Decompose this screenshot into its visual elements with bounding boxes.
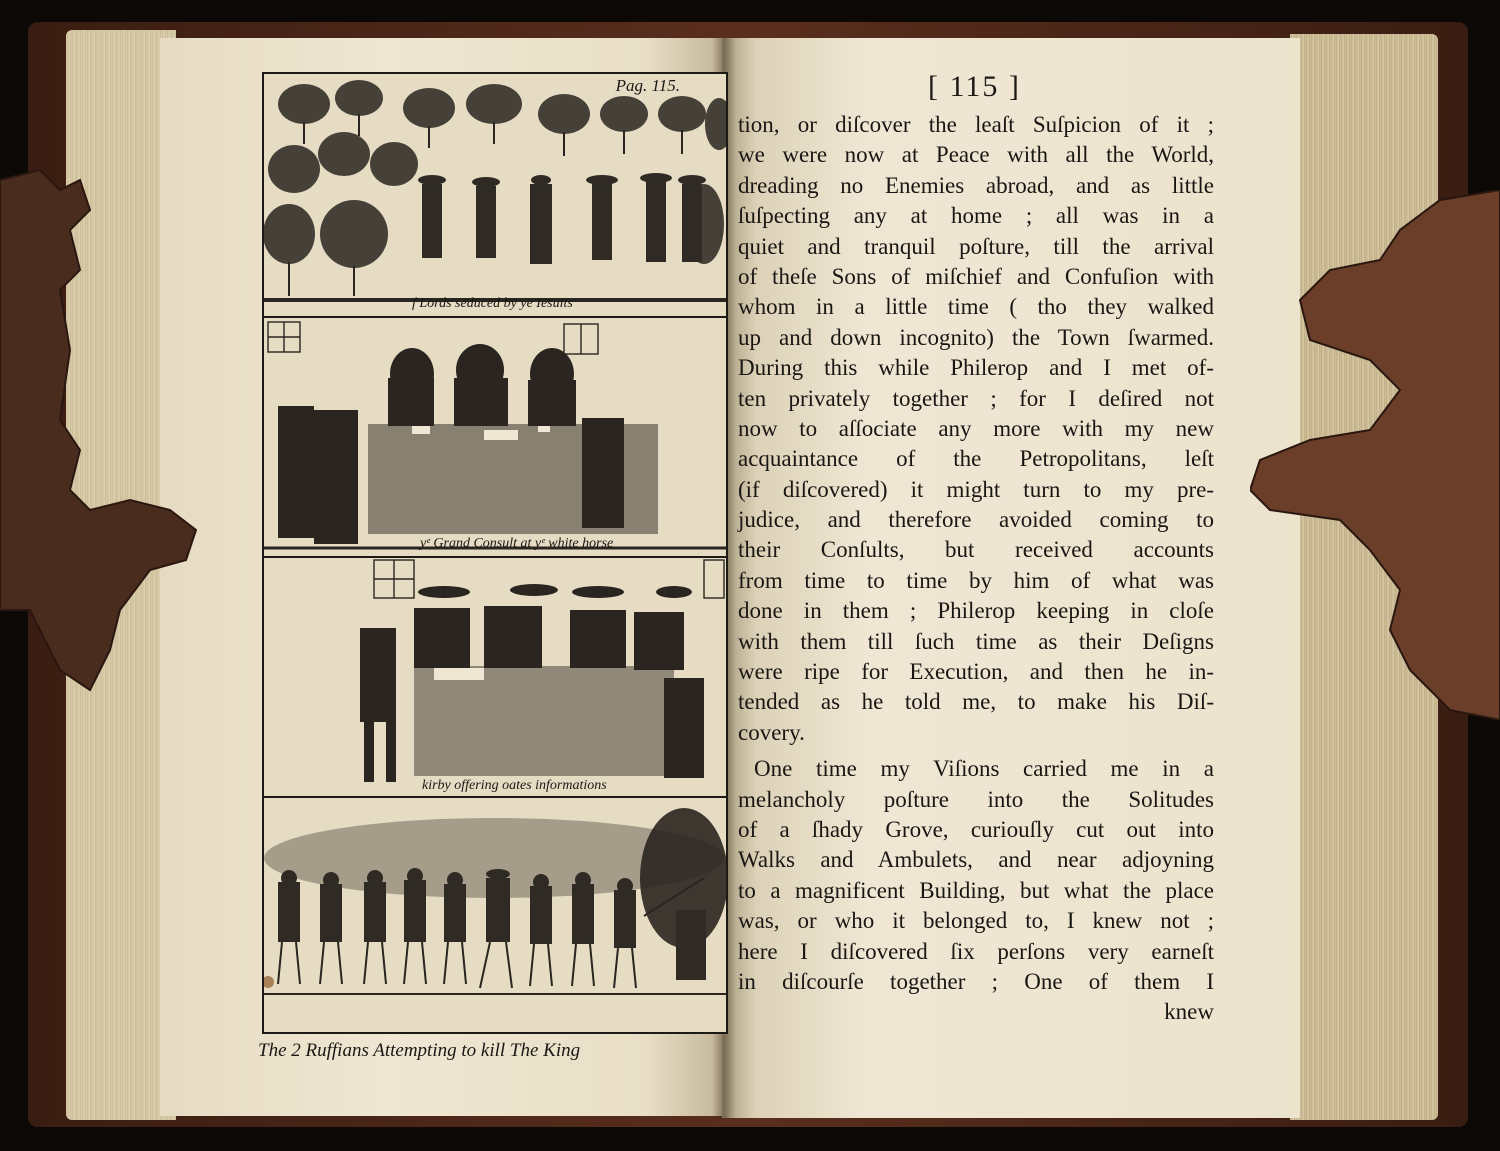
left-page-holder-clasp [0,170,200,700]
plate-bottom-caption: The 2 Ruffians Attempting to kill The King [258,1040,581,1061]
text-line: quiet and tranquil poſture, till the arrival [738,233,1214,259]
engraving-plate [262,72,728,1034]
text-line: One time my Viſions carried me in a [754,756,1214,782]
text-line: was, or who it belonged to, I knew not ; [738,908,1214,934]
text-line: we were now at Peace with all the World, [738,142,1214,168]
caption-grand-consult: yᵉ Grand Consult at yᵉ white horse [420,536,614,551]
text-line: with them till ſuch time as their Deſigns [738,628,1214,654]
text-line: in diſcourſe together ; One of them I [738,968,1214,994]
text-line: their Conſults, but received accounts [738,537,1214,563]
right-page-holder-clasp [1250,190,1500,720]
caption-lords-seduced: ſ Lords seduced by ye Iesuits [412,296,573,311]
procession-engraving [264,798,726,1034]
text-line: covery. [738,719,805,745]
text-line: from time to time by him of what was [738,567,1214,593]
text-line: now to aſſociate any more with my new [738,415,1214,441]
text-line: were ripe for Execution, and then he in- [738,659,1214,685]
text-line: here I diſcovered ſix perſons very earneſt [738,938,1214,964]
panel-grand-consult [264,318,726,558]
trees-and-figures-engraving [264,74,726,318]
text-line: done in them ; Philerop keeping in cloſe [738,598,1214,624]
text-line: of a ſhady Grove, curiouſly cut out into [738,816,1214,842]
panel-kirby-offering [264,558,726,798]
text-line: dreading no Enemies abroad, and as little [738,172,1214,198]
text-line: Walks and Ambulets, and near adjoyning [738,847,1214,873]
text-line: tion, or diſcover the leaſt Suſpicion of it ; [738,112,1214,137]
panel-ruffians [264,798,726,1034]
plate-page-label: Pag. 115. [615,76,680,95]
text-line: judice, and therefore avoided coming to [738,507,1214,533]
text-line: tended as he told me, to make his Diſ- [738,689,1214,715]
page-number: [ 115 ] [928,70,1021,103]
text-line: melancholy poſture into the Solitudes [738,786,1214,812]
text-line: During this while Philerop and I met of- [738,355,1214,381]
text-line: of theſe Sons of miſchief and Confuſion with [738,263,1214,289]
text-block [738,110,1214,1028]
panel-lords-seduced [264,74,726,318]
kirby-table-engraving [264,558,726,798]
catchword: knew [1164,999,1214,1025]
text-line: (if diſcovered) it might turn to my pre- [738,476,1214,502]
text-line: acquaintance of the Petropolitans, leſt [738,446,1214,472]
text-line: ten privately together ; for I deſired not [738,385,1214,411]
text-line: to a magnificent Building, but what the place [738,877,1214,903]
text-line: up and down incognito) the Town ſwarmed. [738,324,1214,350]
consult-table-engraving [264,318,726,558]
text-line: ſuſpecting any at home ; all was in a [738,203,1214,229]
caption-kirby-offering: kirby offering oates informations [422,778,607,793]
text-line: whom in a little time ( tho they walked [738,294,1214,320]
